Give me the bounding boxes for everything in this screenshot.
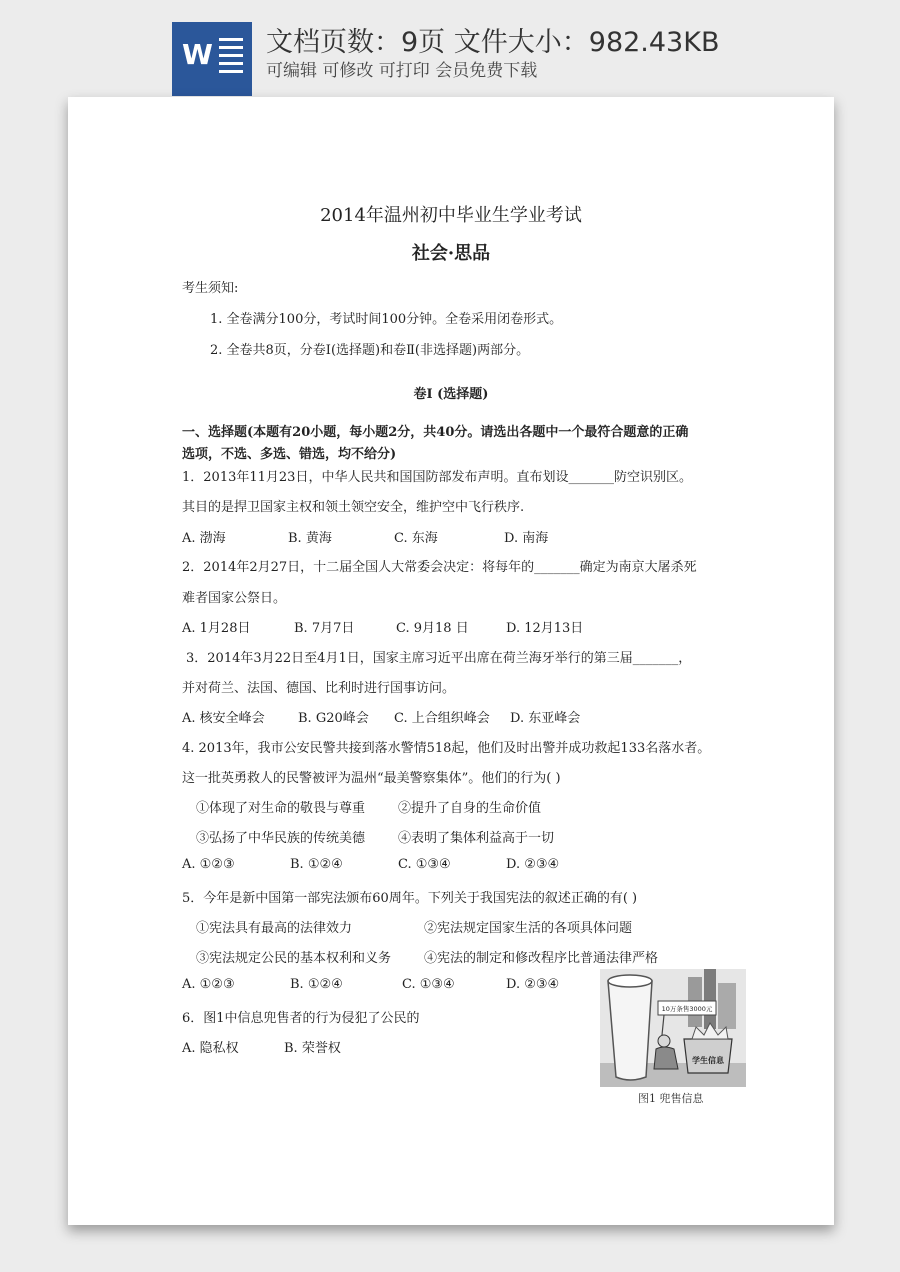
question-2-option-a: A. 1月28日 bbox=[182, 621, 251, 636]
question-1-line-2: 其目的是捍卫国家主权和领土领空安全，维护空中飞行秩序. bbox=[182, 500, 525, 515]
question-4-option-a: A. ①②③ bbox=[182, 857, 235, 872]
question-5-option-d: D. ②③④ bbox=[506, 977, 560, 992]
download-banner bbox=[0, 0, 900, 98]
question-4-statement-4: ④表明了集体利益高于一切 bbox=[398, 831, 555, 846]
figure-basket-text: 学生信息 bbox=[692, 1056, 724, 1065]
notice-item-2: 2. 全卷共8页，分卷Ⅰ(选择题)和卷Ⅱ(非选择题)两部分。 bbox=[210, 343, 530, 358]
question-4-line-1: 4. 2013年，我市公安民警共接到落水警情518起，他们及时出警并成功救起133名落水者。 bbox=[182, 741, 711, 756]
notice-label: 考生须知: bbox=[182, 281, 239, 296]
figure-sign-text: 10万条售3000元 bbox=[661, 1005, 713, 1013]
word-document-icon: W bbox=[172, 22, 252, 96]
question-4-statement-3: ③弘扬了中华民族的传统美德 bbox=[196, 831, 366, 846]
question-6-option-a: A. 隐私权 bbox=[182, 1041, 239, 1056]
question-2-option-d: D. 12月13日 bbox=[506, 621, 584, 636]
question-4-option-d: D. ②③④ bbox=[506, 857, 560, 872]
question-2-line-1: 2．2014年2月27日，十二届全国人大常委会决定：将每年的_______确定为南京大屠杀死 bbox=[182, 560, 697, 575]
question-1-option-a: A. 渤海 bbox=[182, 531, 226, 546]
question-5-line-1: 5．今年是新中国第一部宪法颁布60周年。下列关于我国宪法的叙述正确的有( ) bbox=[182, 891, 638, 906]
question-1-line-1: 1．2013年11月23日，中华人民共和国国防部发布声明。直布划设_______防空识别区。 bbox=[182, 470, 692, 485]
question-5-option-a: A. ①②③ bbox=[182, 977, 235, 992]
figure-1-caption: 图1 兜售信息 bbox=[638, 1092, 704, 1105]
question-2-option-c: C. 9月18 日 bbox=[396, 621, 469, 636]
banner-title: 文档页数：9页 文件大小：982.43KB bbox=[266, 27, 720, 58]
question-3-option-c: C. 上合组织峰会 bbox=[394, 711, 490, 726]
question-3-line-2: 并对荷兰、法国、德国、比利时进行国事访问。 bbox=[182, 681, 456, 696]
question-2-option-b: B. 7月7日 bbox=[294, 621, 355, 636]
question-6-line-1: 6．图1中信息兜售者的行为侵犯了公民的 bbox=[182, 1011, 420, 1026]
section-heading: 卷Ⅰ (选择题) bbox=[413, 387, 489, 402]
question-3-option-a: A. 核安全峰会 bbox=[182, 711, 265, 726]
document-page bbox=[68, 97, 834, 1225]
question-1-option-d: D. 南海 bbox=[504, 531, 549, 546]
question-2-line-2: 难者国家公祭日。 bbox=[182, 591, 287, 606]
question-5-option-c: C. ①③④ bbox=[402, 977, 455, 992]
question-6-option-b: B. 荣誉权 bbox=[284, 1041, 341, 1056]
question-3-option-b: B. G20峰会 bbox=[298, 711, 369, 726]
question-3-line-1: 3．2014年3月22日至4月1日，国家主席习近平出席在荷兰海牙举行的第三届_______， bbox=[186, 651, 692, 666]
info-selling-cartoon-image bbox=[600, 969, 746, 1087]
part-heading-line-1: 一、选择题(本题有20小题，每小题2分，共40分。请选出各题中一个最符合题意的正确 bbox=[182, 425, 689, 440]
question-4-option-b: B. ①②④ bbox=[290, 857, 343, 872]
question-4-statement-1: ①体现了对生命的敬畏与尊重 bbox=[196, 801, 366, 816]
question-5-option-b: B. ①②④ bbox=[290, 977, 343, 992]
question-4-line-2: 这一批英勇救人的民警被评为温州“最美警察集体”。他们的行为( ) bbox=[182, 771, 561, 786]
question-5-statement-4: ④宪法的制定和修改程序比普通法律严格 bbox=[424, 951, 659, 966]
exam-title: 2014年温州初中毕业生学业考试 bbox=[320, 205, 582, 226]
question-1-option-b: B. 黄海 bbox=[288, 531, 332, 546]
notice-item-1: 1. 全卷满分100分，考试时间100分钟。全卷采用闭卷形式。 bbox=[210, 312, 563, 327]
question-5-statement-3: ③宪法规定公民的基本权利和义务 bbox=[196, 951, 392, 966]
question-1-option-c: C. 东海 bbox=[394, 531, 438, 546]
question-4-option-c: C. ①③④ bbox=[398, 857, 451, 872]
question-3-option-d: D. 东亚峰会 bbox=[510, 711, 581, 726]
question-5-statement-1: ①宪法具有最高的法律效力 bbox=[196, 921, 353, 936]
banner-subtitle: 可编辑 可修改 可打印 会员免费下载 bbox=[266, 61, 538, 81]
part-heading-line-2: 选项，不选、多选、错选，均不给分) bbox=[182, 447, 397, 462]
exam-subtitle: 社会·思品 bbox=[411, 243, 491, 264]
question-4-statement-2: ②提升了自身的生命价值 bbox=[398, 801, 542, 816]
question-5-statement-2: ②宪法规定国家生活的各项具体问题 bbox=[424, 921, 633, 936]
